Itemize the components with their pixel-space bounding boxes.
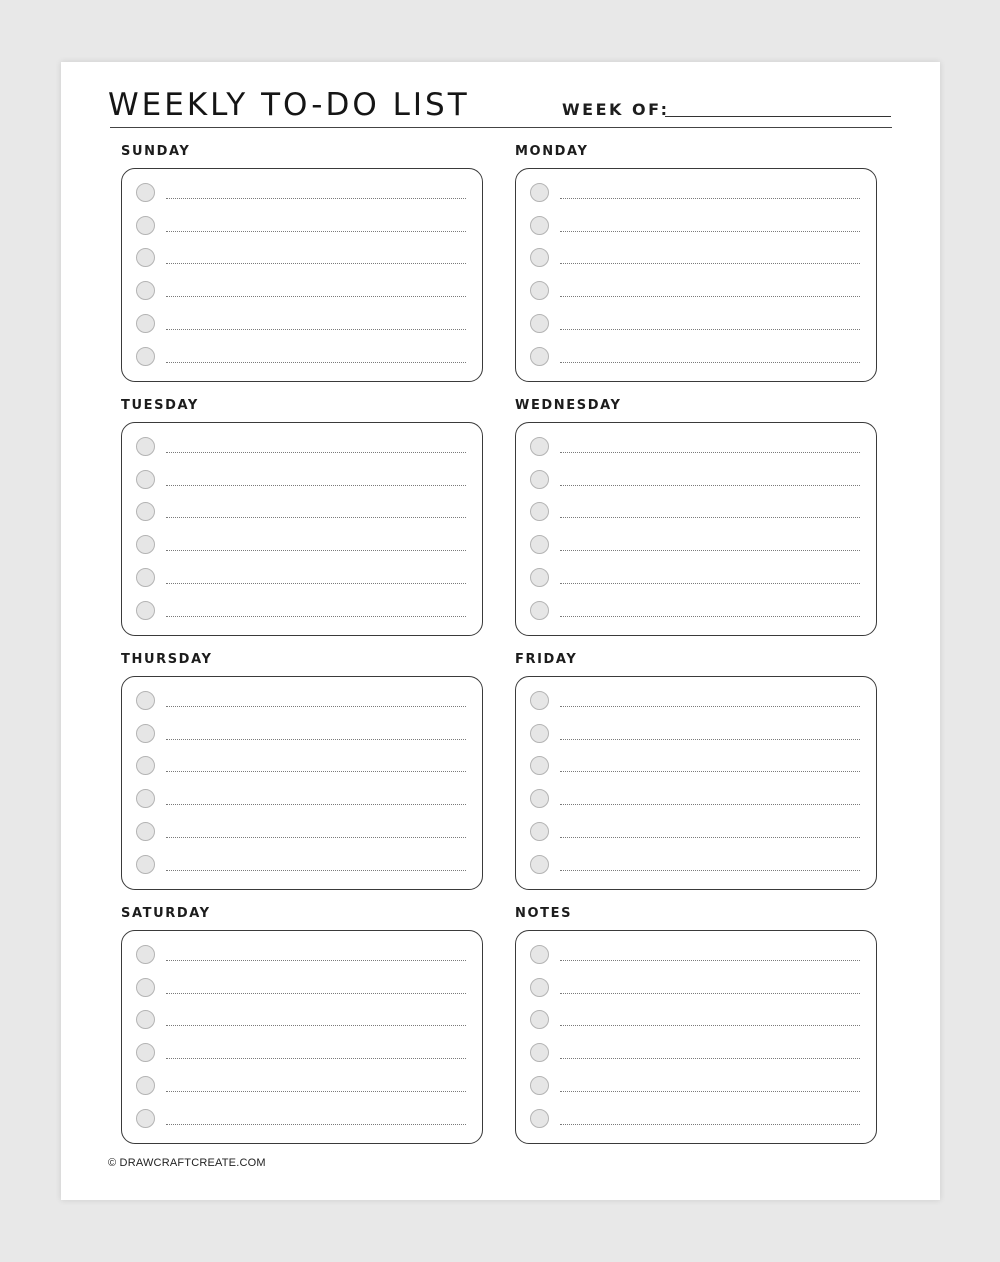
task-line[interactable] [560,517,860,518]
task-line[interactable] [560,296,860,297]
week-of-field[interactable] [665,116,891,117]
task-box-sunday [121,168,483,382]
task-line[interactable] [560,452,860,453]
task-row [530,789,860,811]
task-line[interactable] [560,960,860,961]
task-checkbox[interactable] [136,724,155,743]
task-line[interactable] [560,739,860,740]
task-row [530,601,860,623]
task-row [136,724,466,746]
task-checkbox[interactable] [530,347,549,366]
section-label-wednesday: WEDNESDAY [515,398,622,413]
task-box-notes [515,930,877,1144]
task-row [530,183,860,205]
task-box-thursday [121,676,483,890]
task-checkbox[interactable] [530,1109,549,1128]
task-checkbox[interactable] [530,756,549,775]
task-row [136,1109,466,1131]
task-line[interactable] [166,485,466,486]
task-row [136,822,466,844]
task-checkbox[interactable] [530,855,549,874]
section-label-friday: FRIDAY [515,652,578,667]
task-line[interactable] [166,616,466,617]
task-line[interactable] [560,1091,860,1092]
task-row [136,789,466,811]
task-line[interactable] [166,706,466,707]
section-label-thursday: THURSDAY [121,652,213,667]
task-checkbox[interactable] [530,183,549,202]
task-row [530,978,860,1000]
task-checkbox[interactable] [136,978,155,997]
task-line[interactable] [166,1124,466,1125]
task-checkbox[interactable] [530,691,549,710]
task-checkbox[interactable] [136,1043,155,1062]
task-row [136,1076,466,1098]
task-line[interactable] [560,1058,860,1059]
task-line[interactable] [166,452,466,453]
task-checkbox[interactable] [136,855,155,874]
task-checkbox[interactable] [530,822,549,841]
task-line[interactable] [560,263,860,264]
task-checkbox[interactable] [136,183,155,202]
planner-sheet [61,62,940,1200]
task-checkbox[interactable] [136,437,155,456]
task-row [136,756,466,778]
task-line[interactable] [166,1025,466,1026]
task-line[interactable] [560,771,860,772]
task-line[interactable] [560,804,860,805]
task-checkbox[interactable] [136,314,155,333]
task-row [136,281,466,303]
task-row [136,568,466,590]
task-line[interactable] [166,804,466,805]
task-checkbox[interactable] [136,691,155,710]
task-checkbox[interactable] [530,568,549,587]
task-line[interactable] [166,263,466,264]
task-checkbox[interactable] [136,945,155,964]
task-checkbox[interactable] [136,756,155,775]
task-box-monday [515,168,877,382]
task-line[interactable] [166,837,466,838]
task-row [530,756,860,778]
task-checkbox[interactable] [136,535,155,554]
task-row [136,535,466,557]
task-row [530,470,860,492]
task-checkbox[interactable] [136,568,155,587]
task-checkbox[interactable] [530,978,549,997]
task-line[interactable] [560,870,860,871]
task-row [530,568,860,590]
task-checkbox[interactable] [136,1010,155,1029]
task-checkbox[interactable] [530,724,549,743]
task-box-saturday [121,930,483,1144]
task-checkbox[interactable] [530,216,549,235]
task-line[interactable] [560,231,860,232]
section-label-tuesday: TUESDAY [121,398,199,413]
task-row [530,945,860,967]
section-label-saturday: SATURDAY [121,906,211,921]
task-line[interactable] [560,583,860,584]
task-line[interactable] [166,296,466,297]
task-row [136,945,466,967]
task-line[interactable] [560,485,860,486]
task-line[interactable] [560,550,860,551]
task-row [530,1076,860,1098]
task-checkbox[interactable] [530,281,549,300]
task-checkbox[interactable] [136,470,155,489]
task-line[interactable] [166,583,466,584]
task-box-tuesday [121,422,483,636]
task-row [530,535,860,557]
task-line[interactable] [166,870,466,871]
task-checkbox[interactable] [136,502,155,521]
header-divider [110,127,892,128]
task-checkbox[interactable] [530,437,549,456]
task-line[interactable] [166,198,466,199]
task-checkbox[interactable] [136,822,155,841]
task-line[interactable] [166,1058,466,1059]
task-line[interactable] [166,993,466,994]
task-checkbox[interactable] [136,216,155,235]
task-row [530,822,860,844]
task-row [530,1010,860,1032]
task-checkbox[interactable] [530,945,549,964]
section-label-notes: NOTES [515,906,573,921]
task-row [530,691,860,713]
task-row [136,502,466,524]
task-row [136,470,466,492]
task-checkbox[interactable] [530,314,549,333]
task-line[interactable] [166,1091,466,1092]
task-checkbox[interactable] [136,347,155,366]
task-line[interactable] [166,771,466,772]
task-line[interactable] [166,550,466,551]
task-row [530,724,860,746]
task-row [136,1010,466,1032]
page-title: WEEKLY TO-DO LIST [108,87,470,123]
task-row [530,216,860,238]
task-line[interactable] [560,837,860,838]
task-line[interactable] [166,329,466,330]
task-row [136,183,466,205]
task-checkbox[interactable] [136,789,155,808]
task-checkbox[interactable] [530,1043,549,1062]
task-line[interactable] [560,198,860,199]
task-checkbox[interactable] [530,470,549,489]
task-checkbox[interactable] [530,535,549,554]
task-line[interactable] [560,993,860,994]
task-row [530,281,860,303]
task-row [530,502,860,524]
task-row [530,1043,860,1065]
task-checkbox[interactable] [530,502,549,521]
section-label-sunday: SUNDAY [121,144,191,159]
task-line[interactable] [166,517,466,518]
task-line[interactable] [560,329,860,330]
task-checkbox[interactable] [530,248,549,267]
task-row [136,248,466,270]
task-line[interactable] [166,739,466,740]
task-line[interactable] [560,1025,860,1026]
task-row [136,216,466,238]
week-of-label: WEEK OF: [562,100,670,119]
task-row [136,978,466,1000]
task-row [136,691,466,713]
task-row [530,347,860,369]
task-checkbox[interactable] [530,1010,549,1029]
footer-copyright: © DRAWCRAFTCREATE.COM [108,1157,266,1169]
task-line[interactable] [166,960,466,961]
section-label-monday: MONDAY [515,144,589,159]
task-checkbox[interactable] [530,789,549,808]
task-row [136,855,466,877]
task-row [530,855,860,877]
task-checkbox[interactable] [530,601,549,620]
task-row [530,248,860,270]
task-row [136,601,466,623]
task-row [530,1109,860,1131]
task-checkbox[interactable] [136,1076,155,1095]
task-line[interactable] [560,362,860,363]
task-line[interactable] [560,1124,860,1125]
task-row [136,314,466,336]
task-checkbox[interactable] [136,1109,155,1128]
task-checkbox[interactable] [136,601,155,620]
task-checkbox[interactable] [136,248,155,267]
task-line[interactable] [166,231,466,232]
task-row [530,437,860,459]
task-line[interactable] [560,706,860,707]
task-row [136,437,466,459]
task-checkbox[interactable] [530,1076,549,1095]
task-box-wednesday [515,422,877,636]
task-box-friday [515,676,877,890]
task-row [530,314,860,336]
task-line[interactable] [560,616,860,617]
task-line[interactable] [166,362,466,363]
task-row [136,1043,466,1065]
task-row [136,347,466,369]
task-checkbox[interactable] [136,281,155,300]
